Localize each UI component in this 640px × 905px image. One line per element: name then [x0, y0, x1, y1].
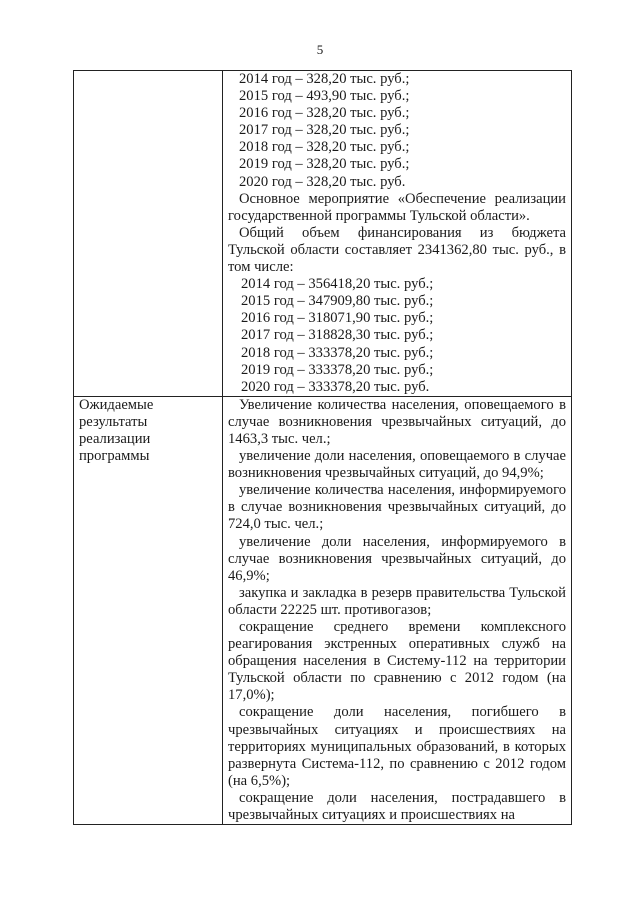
- year-amount-line: 2016 год – 318071,90 тыс. руб.;: [241, 310, 434, 327]
- years-list-b: [228, 276, 566, 396]
- year-amount-line: 2019 год – 333378,20 тыс. руб.;: [241, 361, 434, 378]
- year-amount-line: 2017 год – 328,20 тыс. руб.;: [239, 122, 410, 139]
- main-event-paragraph: [228, 191, 566, 276]
- result-item: увеличение доли населения, информируемого в случае возникновения чрезвычайных ситуаций, до 46,9%;: [228, 533, 566, 584]
- expected-results-label: [74, 396, 223, 824]
- result-item: закупка и закладка в резерв правительства Тульской области 22225 шт. противогазов;: [228, 584, 566, 618]
- year-amount-line: 2014 год – 328,20 тыс. руб.;: [239, 71, 410, 87]
- financing-cell: [223, 71, 572, 397]
- result-item: увеличение доли населения, оповещаемого в случае возникновения чрезвычайных ситуаций, до 94,9%;: [228, 448, 566, 482]
- year-amount-line: 2020 год – 328,20 тыс. руб.: [239, 173, 406, 190]
- years-list-a: [228, 71, 566, 191]
- financing-row-label: [74, 71, 223, 397]
- year-amount-line: 2015 год – 347909,80 тыс. руб.;: [241, 293, 434, 310]
- result-item: Увеличение количества населения, оповещаемого в случае возникновения чрезвычайных ситуаций, до 1463,3 тыс. чел.;: [228, 396, 566, 447]
- year-amount-line: 2016 год – 328,20 тыс. руб.;: [239, 105, 410, 122]
- year-amount-line: 2017 год – 318828,30 тыс. руб.;: [241, 327, 434, 344]
- program-passport-table: [73, 70, 572, 825]
- label-line: результаты: [79, 413, 148, 430]
- main-event-text: Основное мероприятие «Обеспечение реализации государственной программы Тульской области».: [228, 190, 566, 224]
- year-amount-line: 2014 год – 356418,20 тыс. руб.;: [241, 276, 434, 293]
- year-amount-line: 2018 год – 328,20 тыс. руб.;: [239, 139, 410, 156]
- financing-row: [74, 71, 572, 397]
- label-line: Ожидаемые: [79, 396, 154, 413]
- year-amount-line: 2015 год – 493,90 тыс. руб.;: [239, 88, 410, 105]
- year-amount-line: 2018 год – 333378,20 тыс. руб.;: [241, 344, 434, 361]
- label-line: программы: [79, 448, 150, 465]
- expected-results-cell: [223, 396, 572, 824]
- year-amount-line: 2020 год – 333378,20 тыс. руб.: [241, 378, 430, 395]
- page-number: 5: [316, 42, 324, 57]
- expected-results-row: [74, 396, 572, 824]
- result-item: сокращение доли населения, погибшего в чрезвычайных ситуациях и происшествиях на территориях муниципальных образований, в которых развернута Система-112, по сравнению с 2012 годом (на 6,5%);: [228, 704, 566, 789]
- label-line: реализации: [79, 430, 151, 447]
- total-financing-text: Общий объем финансирования из бюджета Тульской области составляет 2341362,80 тыс. руб., в том числе:: [228, 224, 566, 276]
- result-item: увеличение количества населения, информируемого в случае возникновения чрезвычайных ситуаций, до 724,0 тыс. чел.;: [228, 482, 566, 533]
- year-amount-line: 2019 год – 328,20 тыс. руб.;: [239, 156, 410, 173]
- result-item: сокращение среднего времени комплексного реагирования экстренных оперативных служб на обращения населения в Систему-112 на территории Тульской области по сравнению с 2012 годом (на 17,0%);: [228, 619, 566, 704]
- result-item: сокращение доли населения, пострадавшего в чрезвычайных ситуациях и происшествиях на: [228, 789, 566, 824]
